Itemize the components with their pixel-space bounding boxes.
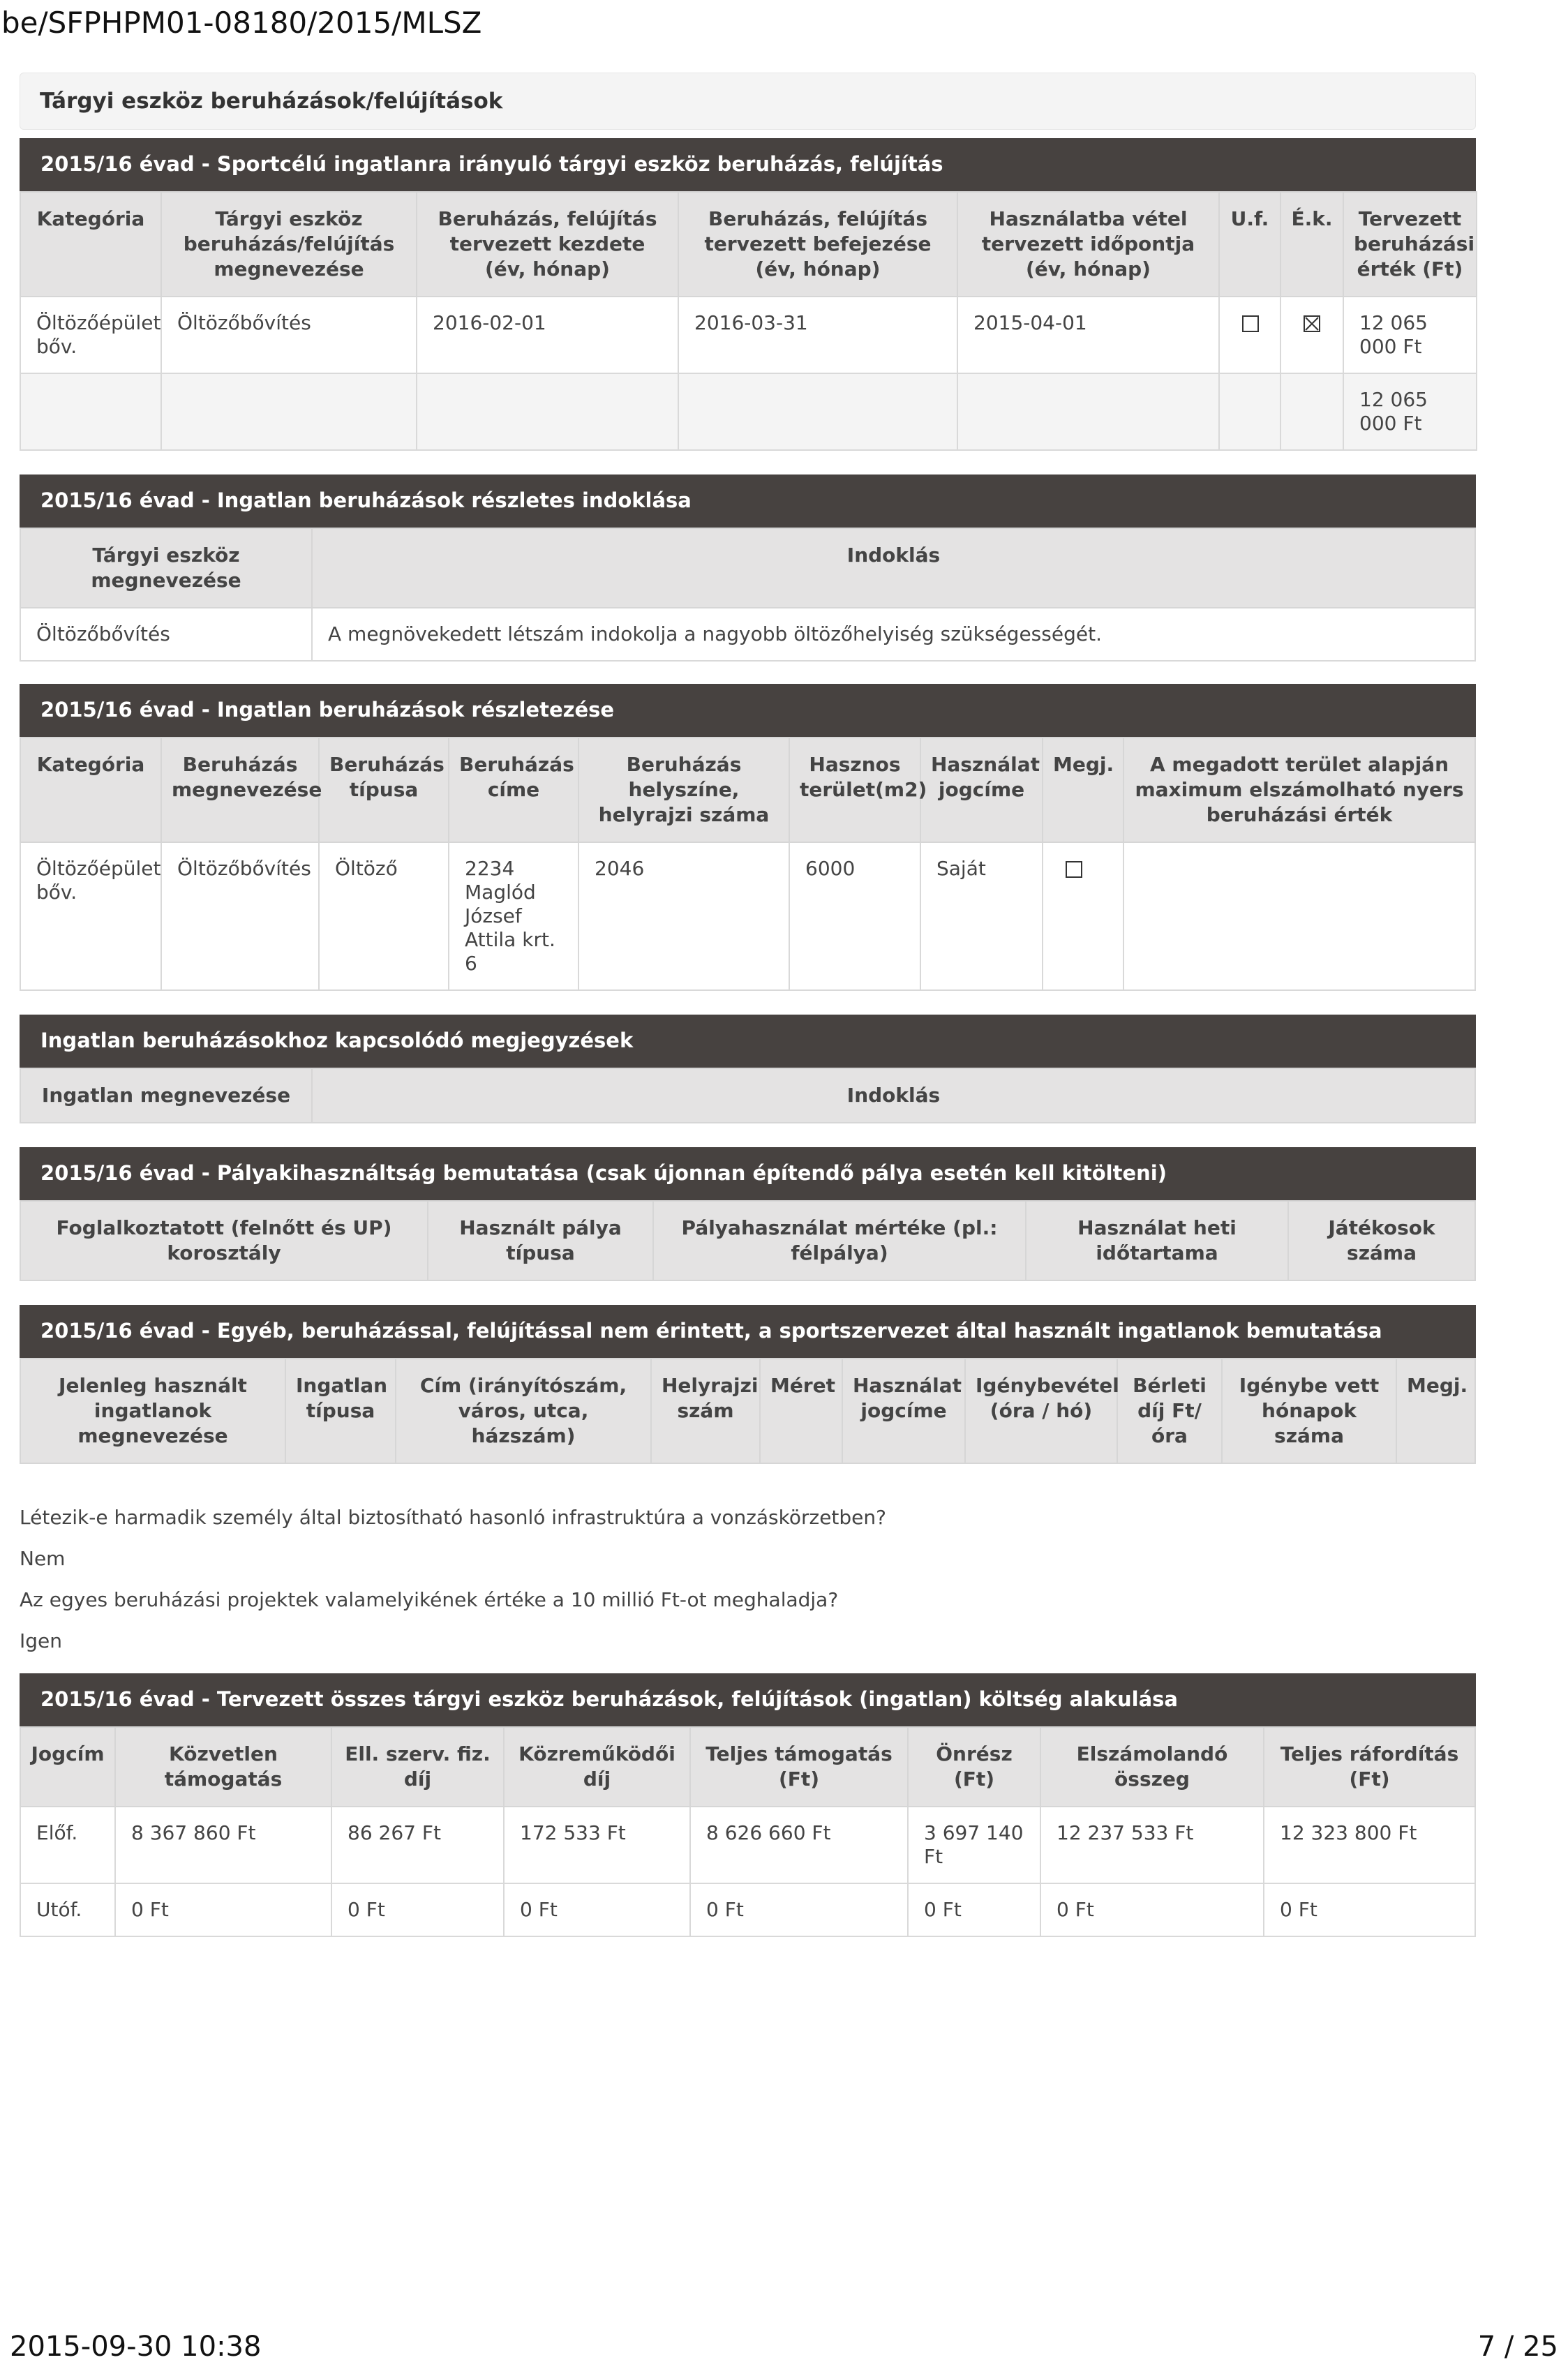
answer-infrastructure: Nem xyxy=(20,1547,66,1570)
col-header: Közreműködői díj xyxy=(504,1727,690,1807)
total-value: 12 065 000 Ft xyxy=(1343,373,1477,450)
section-cost-summary xyxy=(20,1673,1476,1937)
col-header: Ell. szerv. fiz. díj xyxy=(331,1727,504,1807)
answer-10-million: Igen xyxy=(20,1629,63,1652)
table-header-row xyxy=(20,1727,1475,1807)
table-row xyxy=(20,297,1477,373)
col-header: Helyrajzi szám xyxy=(651,1359,760,1463)
col-header: Beruházás, felújítás tervezett befejezése (év, hónap) xyxy=(678,192,957,297)
total-row xyxy=(20,373,1477,450)
empty-cell xyxy=(20,373,161,450)
col-header: Tárgyi eszköz beruházás/felújítás megnevezése xyxy=(161,192,417,297)
empty-cell xyxy=(1280,373,1343,450)
cell-jogcim: Előf. xyxy=(20,1807,115,1883)
section-title: 2015/16 évad - Ingatlan beruházások részletezése xyxy=(20,684,1476,737)
cell-max xyxy=(1123,842,1475,990)
cell-value: 8 367 860 Ft xyxy=(115,1807,331,1883)
col-header: Jelenleg használt ingatlanok megnevezése xyxy=(20,1359,285,1463)
cell-helyrajzi: 2046 xyxy=(578,842,789,990)
document-id: be/SFPHPM01-08180/2015/MLSZ xyxy=(1,6,482,40)
col-header: Foglalkoztatott (felnőtt és UP) korosztály xyxy=(20,1201,428,1280)
col-header: Kategória xyxy=(20,738,161,842)
cell-ertek: 12 065 000 Ft xyxy=(1343,297,1477,373)
col-header: Közvetlen támogatás xyxy=(115,1727,331,1807)
cell-ek xyxy=(1280,297,1343,373)
col-header: Elszámolandó összeg xyxy=(1040,1727,1264,1807)
ek-checkbox-checked[interactable] xyxy=(1304,315,1320,332)
cell-megnevezes: Öltözőbővítés xyxy=(161,297,417,373)
col-header: Használatba vétel tervezett időpontja (év, hónap) xyxy=(957,192,1219,297)
panel-heading: Tárgyi eszköz beruházások/felújítások xyxy=(20,73,1476,130)
cell-value: 0 Ft xyxy=(115,1883,331,1936)
col-header: Tervezett beruházási érték (Ft) xyxy=(1343,192,1477,297)
table-header-row xyxy=(20,1359,1475,1463)
section-title: 2015/16 évad - Egyéb, beruházással, felújítással nem érintett, a sportszervezet által használt ingatlanok bemutatása xyxy=(20,1305,1476,1358)
col-header: Kategória xyxy=(20,192,161,297)
col-header: Igénybevétel (óra / hó) xyxy=(965,1359,1117,1463)
section-notes xyxy=(20,1015,1476,1123)
main-content xyxy=(20,73,1476,1937)
other-properties-table xyxy=(20,1358,1476,1464)
col-header: É.k. xyxy=(1280,192,1343,297)
col-header: Használat jogcíme xyxy=(842,1359,965,1463)
col-header: Igénybe vett hónapok száma xyxy=(1222,1359,1396,1463)
cell-value: 12 237 533 Ft xyxy=(1040,1807,1264,1883)
empty-cell xyxy=(957,373,1219,450)
cell-jogcim: Saját xyxy=(920,842,1043,990)
col-header: Méret xyxy=(760,1359,842,1463)
megj-checkbox[interactable] xyxy=(1066,861,1082,878)
col-header: U.f. xyxy=(1219,192,1280,297)
question-infrastructure: Létezik-e harmadik személy által biztosítható hasonló infrastruktúra a vonzáskörzetben? xyxy=(20,1506,887,1529)
col-header: Pályahasználat mértéke (pl.: félpálya) xyxy=(653,1201,1026,1280)
cell-value: 0 Ft xyxy=(331,1883,504,1936)
section-title: 2015/16 évad - Tervezett összes tárgyi eszköz beruházások, felújítások (ingatlan) költség alakulása xyxy=(20,1673,1476,1726)
col-header: Beruházás megnevezése xyxy=(161,738,319,842)
col-header: Beruházás helyszíne, helyrajzi száma xyxy=(578,738,789,842)
cell-value: 3 697 140 Ft xyxy=(908,1807,1040,1883)
cell-value: 0 Ft xyxy=(1264,1883,1475,1936)
table-row xyxy=(20,1883,1475,1936)
notes-table xyxy=(20,1068,1476,1123)
field-usage-table xyxy=(20,1200,1476,1281)
table-header-row xyxy=(20,1201,1475,1280)
cell-tipus: Öltöző xyxy=(319,842,449,990)
col-header: Játékosok száma xyxy=(1288,1201,1475,1280)
section-title: 2015/16 évad - Pályakihasználtság bemutatása (csak újonnan építendő pálya esetén kell kitölteni) xyxy=(20,1147,1476,1200)
col-header: Beruházás címe xyxy=(449,738,578,842)
cell-value: 86 267 Ft xyxy=(331,1807,504,1883)
section-title: Ingatlan beruházásokhoz kapcsolódó megjegyzések xyxy=(20,1015,1476,1068)
cell-value: 0 Ft xyxy=(908,1883,1040,1936)
table-row xyxy=(20,608,1475,661)
section-sport-investment xyxy=(20,138,1476,451)
cell-cim: 2234 Maglód József Attila krt. 6 xyxy=(449,842,578,990)
section-field-usage xyxy=(20,1147,1476,1281)
col-header: Beruházás, felújítás tervezett kezdete (év, hónap) xyxy=(417,192,678,297)
col-header: Használat jogcíme xyxy=(920,738,1043,842)
col-header: Bérleti díj Ft/óra xyxy=(1117,1359,1222,1463)
section-other-properties xyxy=(20,1305,1476,1464)
col-header: Megj. xyxy=(1043,738,1123,842)
empty-cell xyxy=(417,373,678,450)
col-header: Beruházás típusa xyxy=(319,738,449,842)
col-header: Megj. xyxy=(1396,1359,1475,1463)
table-header-row xyxy=(20,528,1475,608)
question-10-million: Az egyes beruházási projektek valamelyikének értéke a 10 millió Ft-ot meghaladja? xyxy=(20,1588,839,1611)
col-header: Indoklás xyxy=(312,528,1475,608)
cell-value: 172 533 Ft xyxy=(504,1807,690,1883)
section-details xyxy=(20,684,1476,991)
col-header: Tárgyi eszköz megnevezése xyxy=(20,528,312,608)
uf-checkbox[interactable] xyxy=(1242,315,1259,332)
cell-kategoria: Öltözőépület bőv. xyxy=(20,842,161,990)
col-header: Önrész (Ft) xyxy=(908,1727,1040,1807)
empty-cell xyxy=(161,373,417,450)
col-header: Cím (irányítószám, város, utca, házszám) xyxy=(396,1359,651,1463)
cell-value: 0 Ft xyxy=(504,1883,690,1936)
section-title: 2015/16 évad - Sportcélú ingatlanra irányuló tárgyi eszköz beruházás, felújítás xyxy=(20,138,1476,191)
check-x-icon xyxy=(1305,317,1319,331)
col-header: Teljes támogatás (Ft) xyxy=(690,1727,908,1807)
col-header: Hasznos terület(m2) xyxy=(789,738,920,842)
cost-summary-table xyxy=(20,1726,1476,1937)
col-header: Ingatlan megnevezése xyxy=(20,1068,312,1123)
section-title: 2015/16 évad - Ingatlan beruházások részletes indoklása xyxy=(20,475,1476,528)
table-header-row xyxy=(20,1068,1475,1123)
col-header: Jogcím xyxy=(20,1727,115,1807)
table-row xyxy=(20,1807,1475,1883)
col-header: Ingatlan típusa xyxy=(285,1359,396,1463)
section-justification xyxy=(20,475,1476,662)
col-header: Teljes ráfordítás (Ft) xyxy=(1264,1727,1475,1807)
cell-megnevezes: Öltözőbővítés xyxy=(161,842,319,990)
col-header: Indoklás xyxy=(312,1068,1475,1123)
cell-jogcim: Utóf. xyxy=(20,1883,115,1936)
table-row xyxy=(20,842,1475,990)
col-header: Használat heti időtartama xyxy=(1026,1201,1288,1280)
cell-nev: Öltözőbővítés xyxy=(20,608,312,661)
cell-kategoria: Öltözőépület bőv. xyxy=(20,297,161,373)
col-header: A megadott terület alapján maximum elszámolható nyers beruházási érték xyxy=(1123,738,1475,842)
footer-timestamp: 2015-09-30 10:38 xyxy=(10,2331,262,2363)
cell-indoklas: A megnövekedett létszám indokolja a nagyobb öltözőhelyiség szükségességét. xyxy=(312,608,1475,661)
cell-value: 0 Ft xyxy=(1040,1883,1264,1936)
cell-hasznalatba: 2015-04-01 xyxy=(957,297,1219,373)
investment-table xyxy=(20,191,1477,451)
table-header-row xyxy=(20,738,1475,842)
col-header: Használt pálya típusa xyxy=(428,1201,653,1280)
cell-value: 0 Ft xyxy=(690,1883,908,1936)
cell-befejezese: 2016-03-31 xyxy=(678,297,957,373)
cell-uf xyxy=(1219,297,1280,373)
cell-value: 8 626 660 Ft xyxy=(690,1807,908,1883)
footer-page-number: 7 / 25 xyxy=(1477,2331,1558,2363)
cell-value: 12 323 800 Ft xyxy=(1264,1807,1475,1883)
cell-megj xyxy=(1043,842,1123,990)
table-header-row xyxy=(20,192,1477,297)
justification-table xyxy=(20,528,1476,662)
details-table xyxy=(20,737,1476,991)
cell-terulet: 6000 xyxy=(789,842,920,990)
empty-cell xyxy=(1219,373,1280,450)
cell-kezdete: 2016-02-01 xyxy=(417,297,678,373)
empty-cell xyxy=(678,373,957,450)
